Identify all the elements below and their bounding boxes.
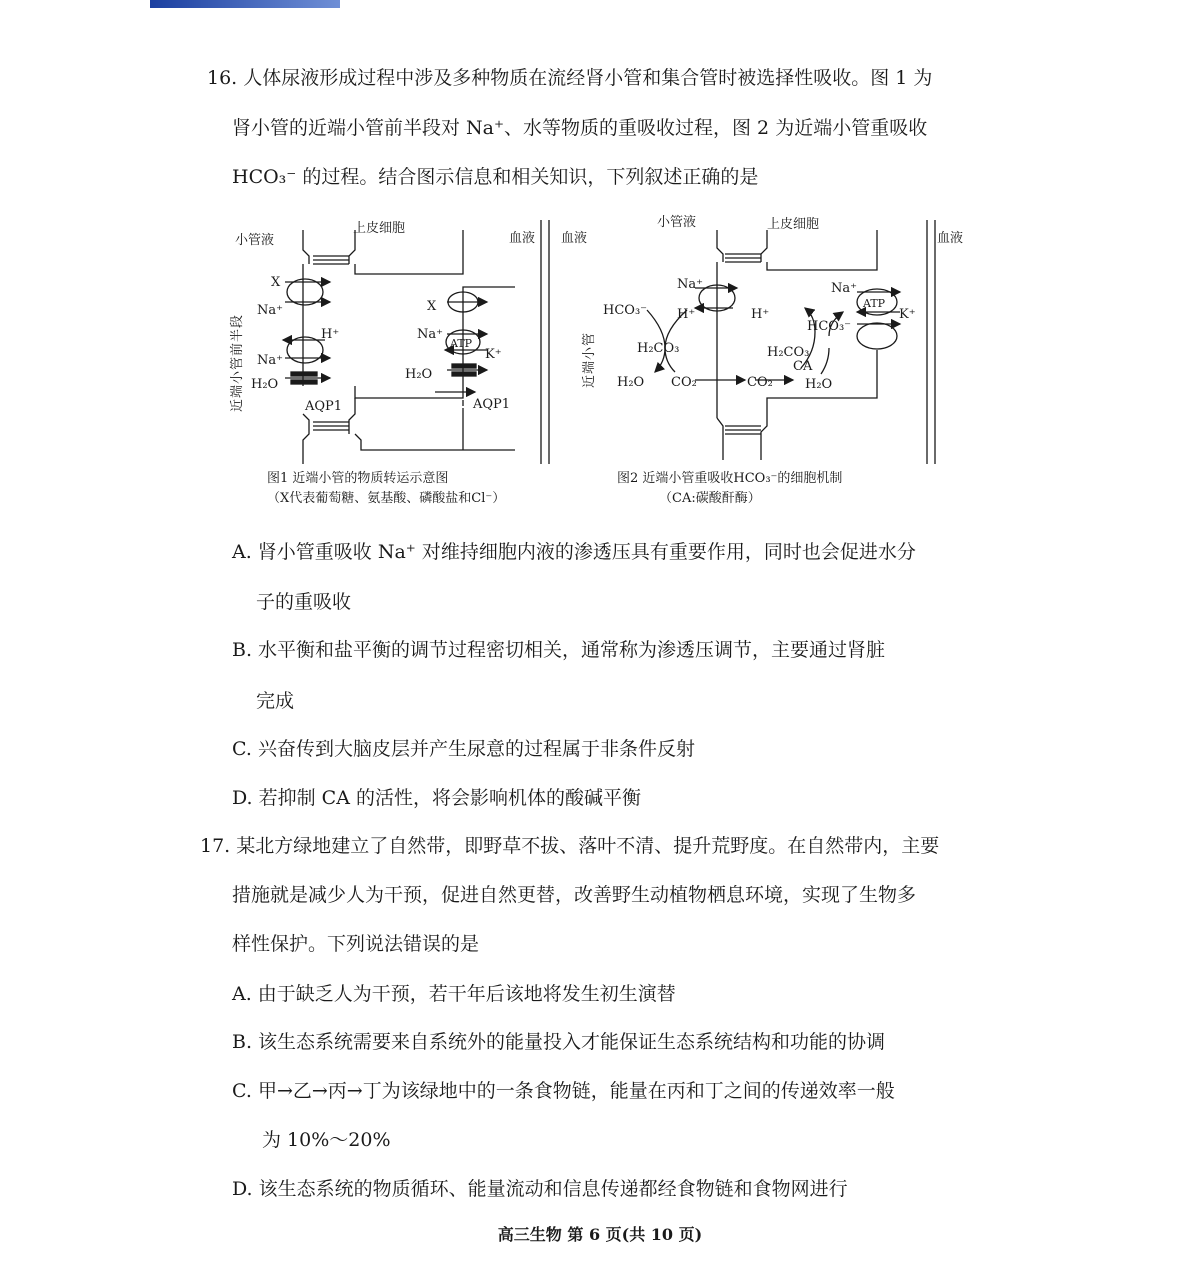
fig2-label-hco3-cell: HCO₃⁻	[807, 319, 852, 334]
fig2-side-label: 近端小管	[582, 331, 597, 388]
fig1-label-x-basal: X	[427, 299, 437, 314]
fig1-label-na1: Na⁺	[257, 303, 283, 318]
fig2-label-epithelial-cell: 上皮细胞	[767, 217, 820, 232]
fig2-label-hco3-lumen: HCO₃⁻	[603, 303, 648, 318]
q16-option-a-line1: A. 肾小管重吸收 Na⁺ 对维持细胞内液的渗透压具有重要作用，同时也会促进水分	[232, 541, 916, 563]
page-footer: 高三生物 第 6 页(共 10 页)	[497, 1225, 703, 1244]
fig1-label-na2: Na⁺	[257, 353, 283, 368]
fig1-caption-line1: 图1 近端小管的物质转运示意图	[267, 471, 449, 486]
q16-stem-line2: 肾小管的近端小管前半段对 Na⁺、水等物质的重吸收过程，图 2 为近端小管重吸收	[232, 117, 928, 139]
fig1-label-aqp1-left: AQP1	[305, 399, 343, 414]
fig2-label-ca: CA	[793, 359, 813, 374]
fig2-label-h-cell: H⁺	[751, 307, 770, 322]
q16-stem-line1: 16. 人体尿液形成过程中涉及多种物质在流经肾小管和集合管时被选择性吸收。图 1 为	[207, 67, 933, 89]
q16-stem-line3: HCO₃⁻ 的过程。结合图示信息和相关知识，下列叙述正确的是	[232, 166, 759, 188]
fig1-label-h2o-basal: H₂O	[405, 367, 433, 382]
fig2-label-na-basal: Na⁺	[831, 281, 857, 296]
q16-option-d: D. 若抑制 CA 的活性，将会影响机体的酸碱平衡	[232, 787, 641, 809]
fig1-cell-top	[355, 230, 463, 274]
fig1-label-blood: 血液	[509, 231, 536, 246]
q17-stem-line1: 17. 某北方绿地建立了自然带，即野草不拔、落叶不清、提升荒野度。在自然带内，主要	[200, 835, 940, 857]
q17-option-b: B. 该生态系统需要来自系统外的能量投入才能保证生态系统结构和功能的协调	[232, 1031, 886, 1053]
fig2-label-co2-lumen: CO₂	[671, 375, 697, 390]
fig2-hco3-carrier	[857, 323, 897, 349]
fig1-carrier-na-h	[287, 337, 323, 363]
fig2-label-h2co3-lumen: H₂CO₃	[637, 341, 680, 356]
fig1-label-epithelial-cell: 上皮细胞	[353, 221, 406, 236]
fig1-label-na-basal: Na⁺	[417, 327, 443, 342]
fig1-label-h2o: H₂O	[251, 377, 279, 392]
fig2-label-co2-cell: CO₂	[747, 375, 773, 390]
fig1-label-aqp1-right: AQP1	[473, 397, 511, 412]
fig2-caption-line1: 图2 近端小管重吸收HCO₃⁻的细胞机制	[617, 471, 843, 486]
q16-figure	[225, 212, 985, 522]
fig1-label-k: K⁺	[485, 347, 502, 362]
q17-option-c-line2: 为 10%～20%	[262, 1129, 391, 1151]
fig1-membrane-top-left	[303, 230, 309, 264]
q16-option-a-line2: 子的重吸收	[256, 591, 352, 613]
q16-option-b-line2: 完成	[256, 690, 295, 712]
fig1-atp-label: ATP	[450, 337, 473, 350]
fig1-label-tubule-fluid: 小管液	[235, 233, 275, 248]
fig1-caption-line2: （X代表葡萄糖、氨基酸、磷酸盐和Cl⁻）	[267, 491, 506, 506]
q17-option-c-line1: C. 甲→乙→丙→丁为该绿地中的一条食物链，能量在丙和丁之间的传递效率一般	[232, 1080, 895, 1102]
fig2-label-tubule-fluid: 小管液	[657, 215, 697, 230]
fig2-label-na: Na⁺	[677, 277, 703, 292]
fig2-label-blood-left: 血液	[561, 231, 588, 246]
fig2-label-h-lumen: H⁺	[677, 307, 696, 322]
transport-diagram	[225, 212, 985, 522]
q16-option-c: C. 兴奋传到大脑皮层并产生尿意的过程属于非条件反射	[232, 738, 695, 760]
fig1-label-h: H⁺	[321, 327, 340, 342]
fig1-side-label: 近端小管前半段	[230, 313, 245, 412]
scan-edge-mark	[150, 0, 340, 8]
q17-stem-line3: 样性保护。下列说法错误的是	[232, 933, 480, 955]
fig2-label-h2o-cell: H₂O	[805, 377, 833, 392]
fig2-atp-label: ATP	[863, 297, 886, 310]
fig2-label-h2co3-cell: H₂CO₃	[767, 345, 810, 360]
fig1-label-x: X	[271, 275, 281, 290]
fig2-label-blood-right: 血液	[937, 231, 964, 246]
fig1-carrier-x-na	[287, 279, 323, 305]
fig2-caption-line2: （CA:碳酸酐酶）	[659, 491, 761, 506]
fig2-label-h2o-lumen: H₂O	[617, 375, 645, 390]
q16-option-b-line1: B. 水平衡和盐平衡的调节过程密切相关，通常称为渗透压调节，主要通过肾脏	[232, 639, 886, 661]
q17-option-d: D. 该生态系统的物质循环、能量流动和信息传递都经食物链和食物网进行	[232, 1178, 848, 1200]
q17-stem-line2: 措施就是减少人为干预，促进自然更替，改善野生动植物栖息环境，实现了生物多	[232, 884, 917, 906]
fig2-label-k: K⁺	[899, 307, 916, 322]
q17-option-a: A. 由于缺乏人为干预，若干年后该地将发生初生演替	[232, 983, 676, 1005]
